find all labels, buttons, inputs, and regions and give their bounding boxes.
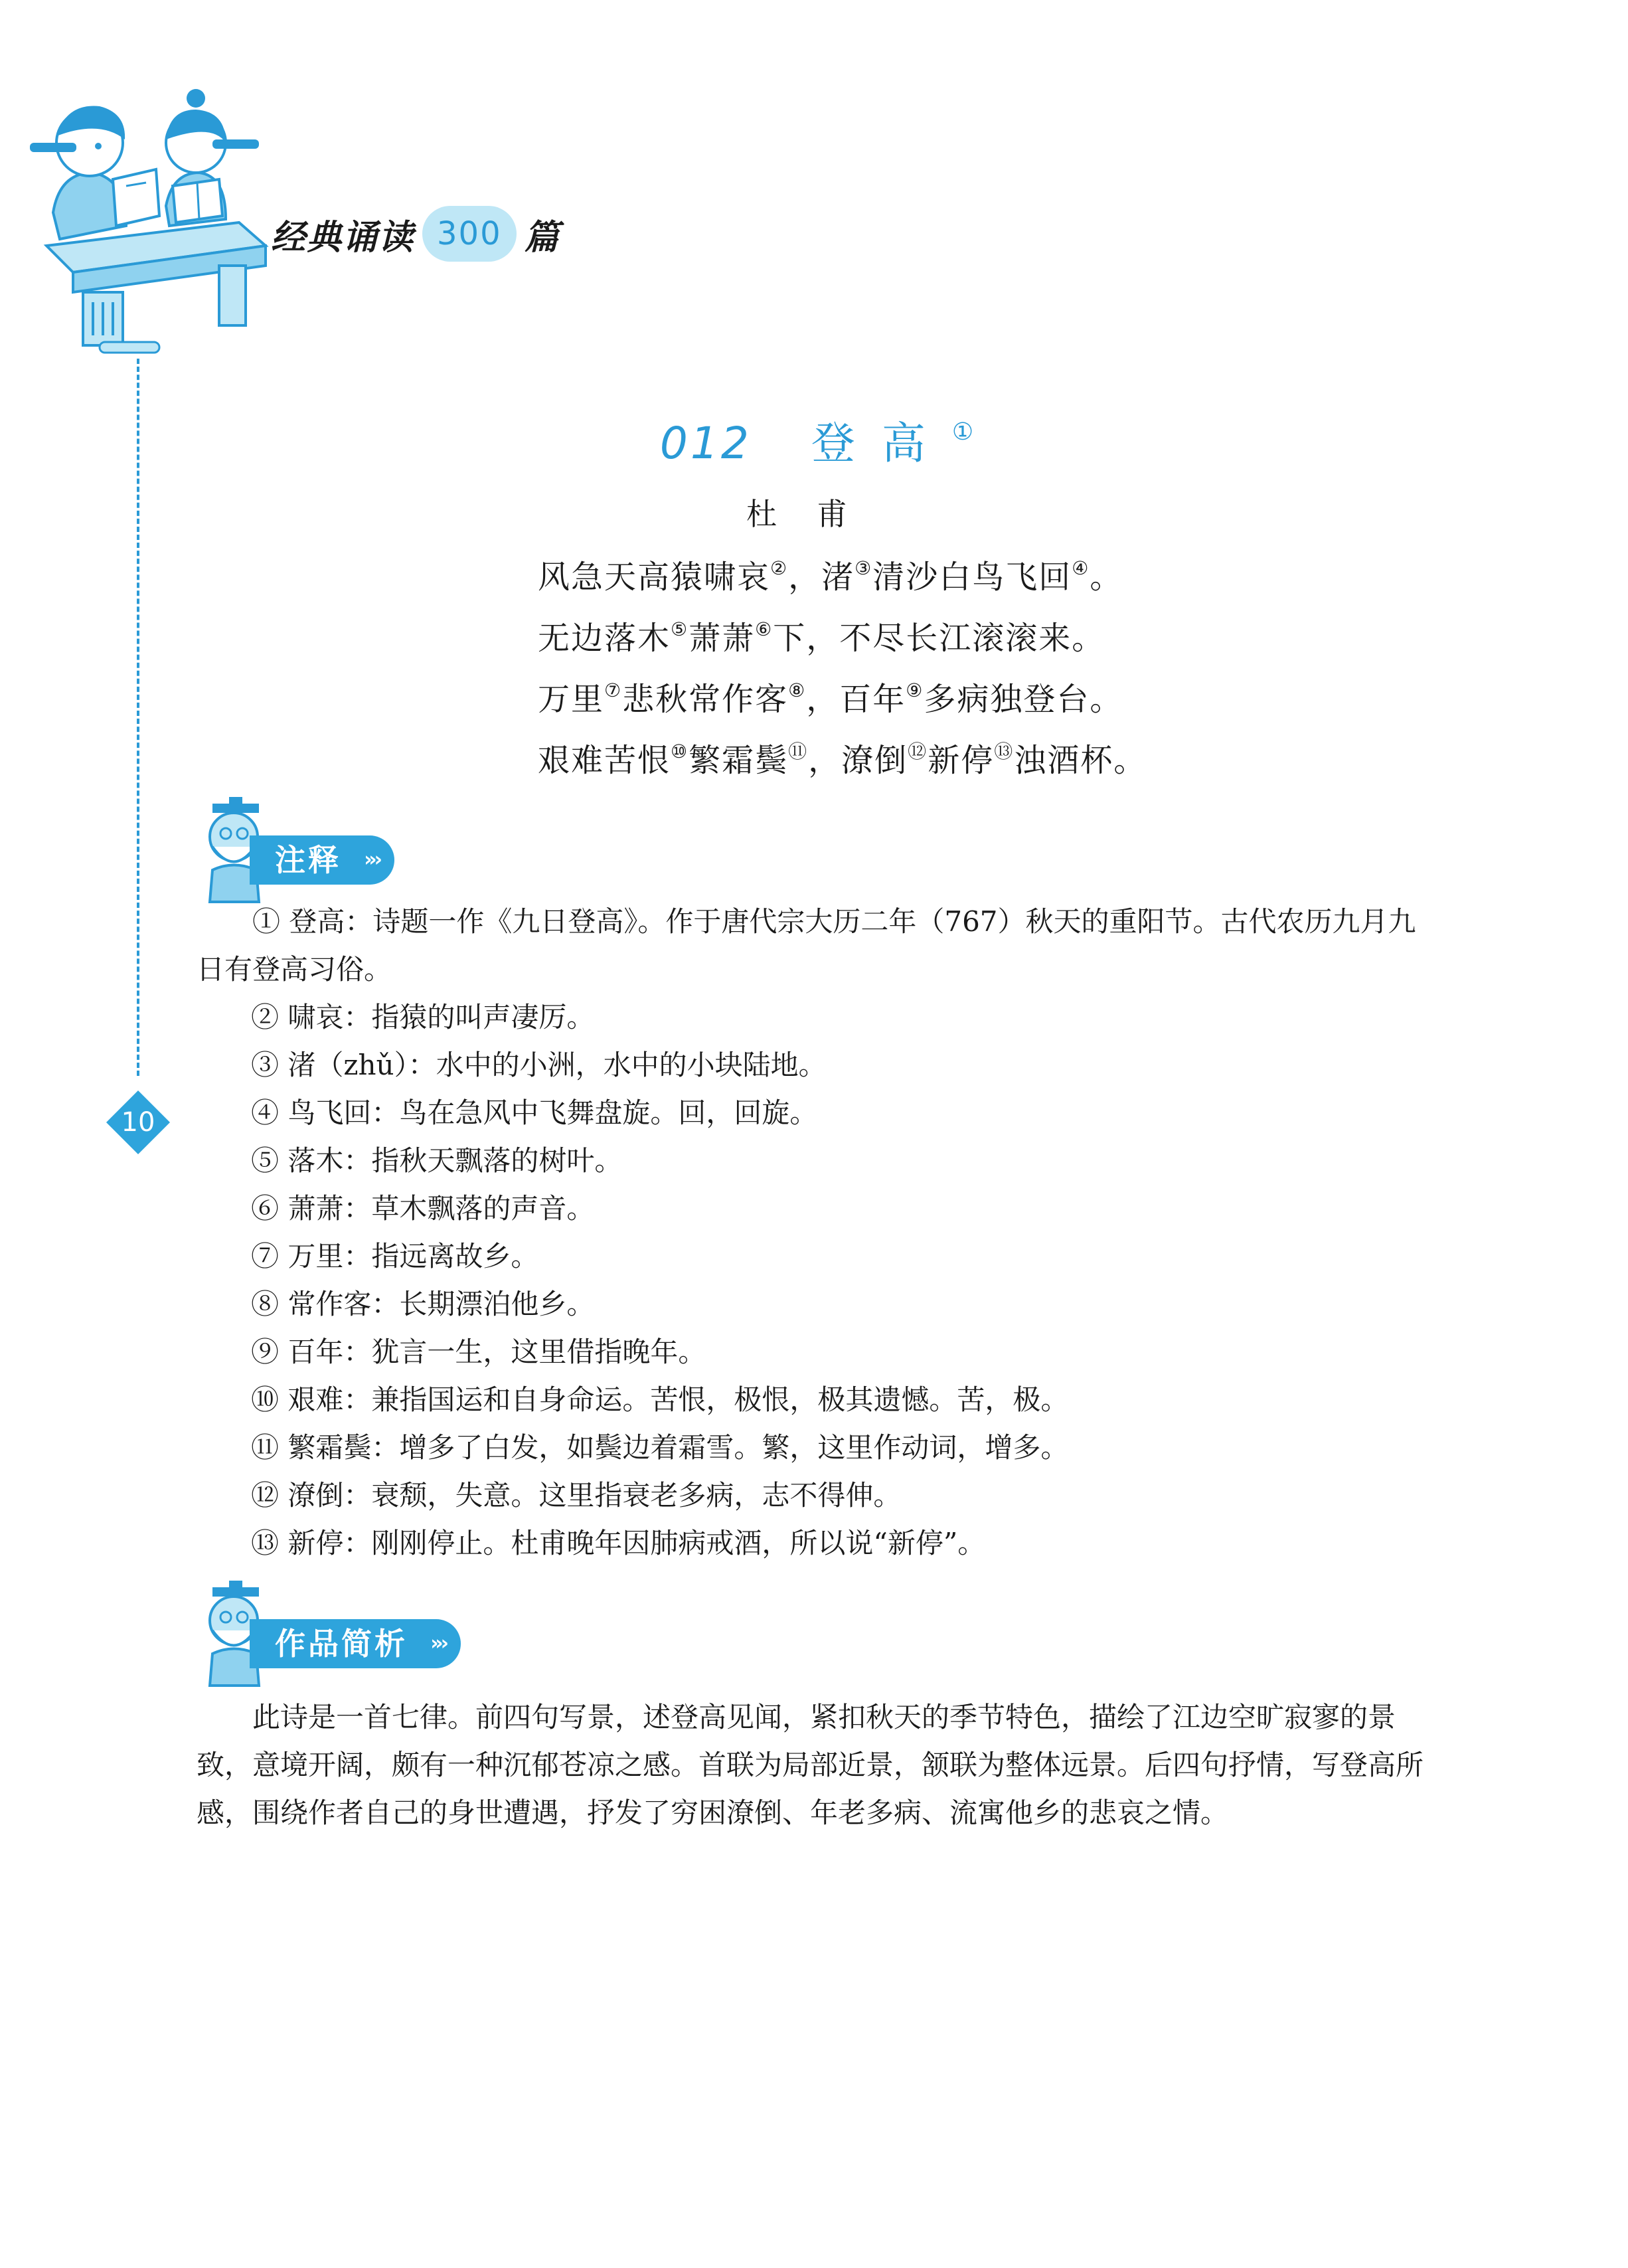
note-marker: ③ [855,557,873,579]
poem-text: 新停 [928,742,995,779]
note-marker: ⑦ [604,679,623,701]
poem-title-text: 登高 [811,418,952,469]
note-item: ③ 渚（zhǔ）：水中的小洲，水中的小块陆地。 [251,1049,827,1081]
analysis-paragraph: 此诗是一首七律。前四句写景，述登高见闻，紧扣秋天的季节特色，描绘了江边空旷寂寥的景致，意境开阔，颇有一种沉郁苍凉之感。首联为局部近景，颔联为整体远景。后四句抒情，写登高所感，围绕作者自己的身世遭遇，抒发了穷困潦倒、年老多病、流寓他乡的悲哀之情。 [197,1701,1424,1829]
double-chevron-icon: »› [430,1632,446,1655]
note-marker: ⑥ [755,618,773,640]
poem-author: 杜甫 [746,496,887,532]
notes-heading-label: 注释 [275,842,341,878]
side-dashed-line [137,359,139,1076]
poem-text: ，百年 [806,681,906,718]
note-item: ⑧ 常作客：长期漂泊他乡。 [251,1288,595,1320]
reading-children-illustration [20,80,272,359]
note-marker: ⑤ [671,618,689,640]
poem-text: 下，不尽长江滚滚来。 [773,620,1105,657]
poem-text: 艰难苦恨 [538,742,671,779]
header-title-part2: 篇 [524,217,560,258]
poem-text: 。 [1090,559,1123,596]
note-marker: ⑧ [788,679,807,701]
poem-text: 万里 [538,681,605,718]
note-item: ⑫ 潦倒：衰颓，失意。这里指衰老多病，志不得伸。 [251,1479,902,1512]
note-item: ② 啸哀：指猿的叫声凄厉。 [251,1001,595,1033]
note-item: ⑬ 新停：刚刚停止。杜甫晚年因肺病戒酒，所以说“新停”。 [251,1527,986,1559]
note-item: ④ 鸟飞回：鸟在急风中飞舞盘旋。回，回旋。 [251,1096,818,1129]
note-item: ⑪ 繁霜鬓：增多了白发，如鬓边着霜雪。繁，这里作动词，增多。 [251,1431,1069,1464]
poem-line [538,735,1147,780]
poem-title-note-marker: ① [951,418,974,446]
note-item: ⑥ 萧萧：草木飘落的声音。 [251,1192,595,1225]
poem-text: 无边落木 [538,620,671,657]
poem-number: 012 [659,418,752,469]
note-item: ⑩ 艰难：兼指国运和自身命运。苦恨，极恨，极其遗憾。苦，极。 [251,1383,1069,1416]
double-chevron-icon: »› [364,848,380,871]
poem-text: 萧萧 [689,620,756,657]
poem-text: 风急天高猿啸哀 [538,559,771,596]
poem-line [538,551,1123,597]
note-item: ⑦ 万里：指远离故乡。 [251,1240,539,1272]
page-number: 10 [121,1107,155,1138]
header-count-pill: 300 [422,206,517,262]
note-marker: ⑫ [908,741,928,762]
header-title-part1: 经典诵读 [271,217,415,258]
poem-text: 浊酒杯。 [1014,742,1147,779]
poem-text: 多病独登台。 [924,681,1123,718]
poem-text: 悲秋常作客 [622,681,789,718]
note-marker: ② [770,557,789,579]
note-marker: ⑨ [906,679,924,701]
poem-line [538,612,1105,658]
note-marker: ④ [1072,557,1090,579]
poem-text: ，潦倒 [808,742,908,779]
notes-section-heading [250,835,394,885]
note-marker: ⑬ [994,741,1015,762]
analysis-section-heading [250,1619,461,1668]
poem-text: ，渚 [788,559,855,596]
analysis-heading-label: 作品简析 [275,1626,408,1662]
note-marker: ⑪ [788,741,809,762]
poem-text: 繁霜鬓 [689,742,789,779]
poem-title [398,408,1235,471]
note-item: ① 登高：诗题一作《九日登高》。作于唐代宗大历二年（767）秋天的重阳节。古代农历九月九日有登高习俗。 [197,905,1416,986]
note-item: ⑤ 落木：指秋天飘落的树叶。 [251,1144,623,1177]
header-series-title [271,201,560,267]
note-marker: ⑩ [671,741,689,762]
note-item: ⑨ 百年：犹言一生，这里借指晚年。 [251,1336,706,1368]
poem-text: 清沙白鸟飞回 [872,559,1072,596]
poem-line [538,673,1123,719]
